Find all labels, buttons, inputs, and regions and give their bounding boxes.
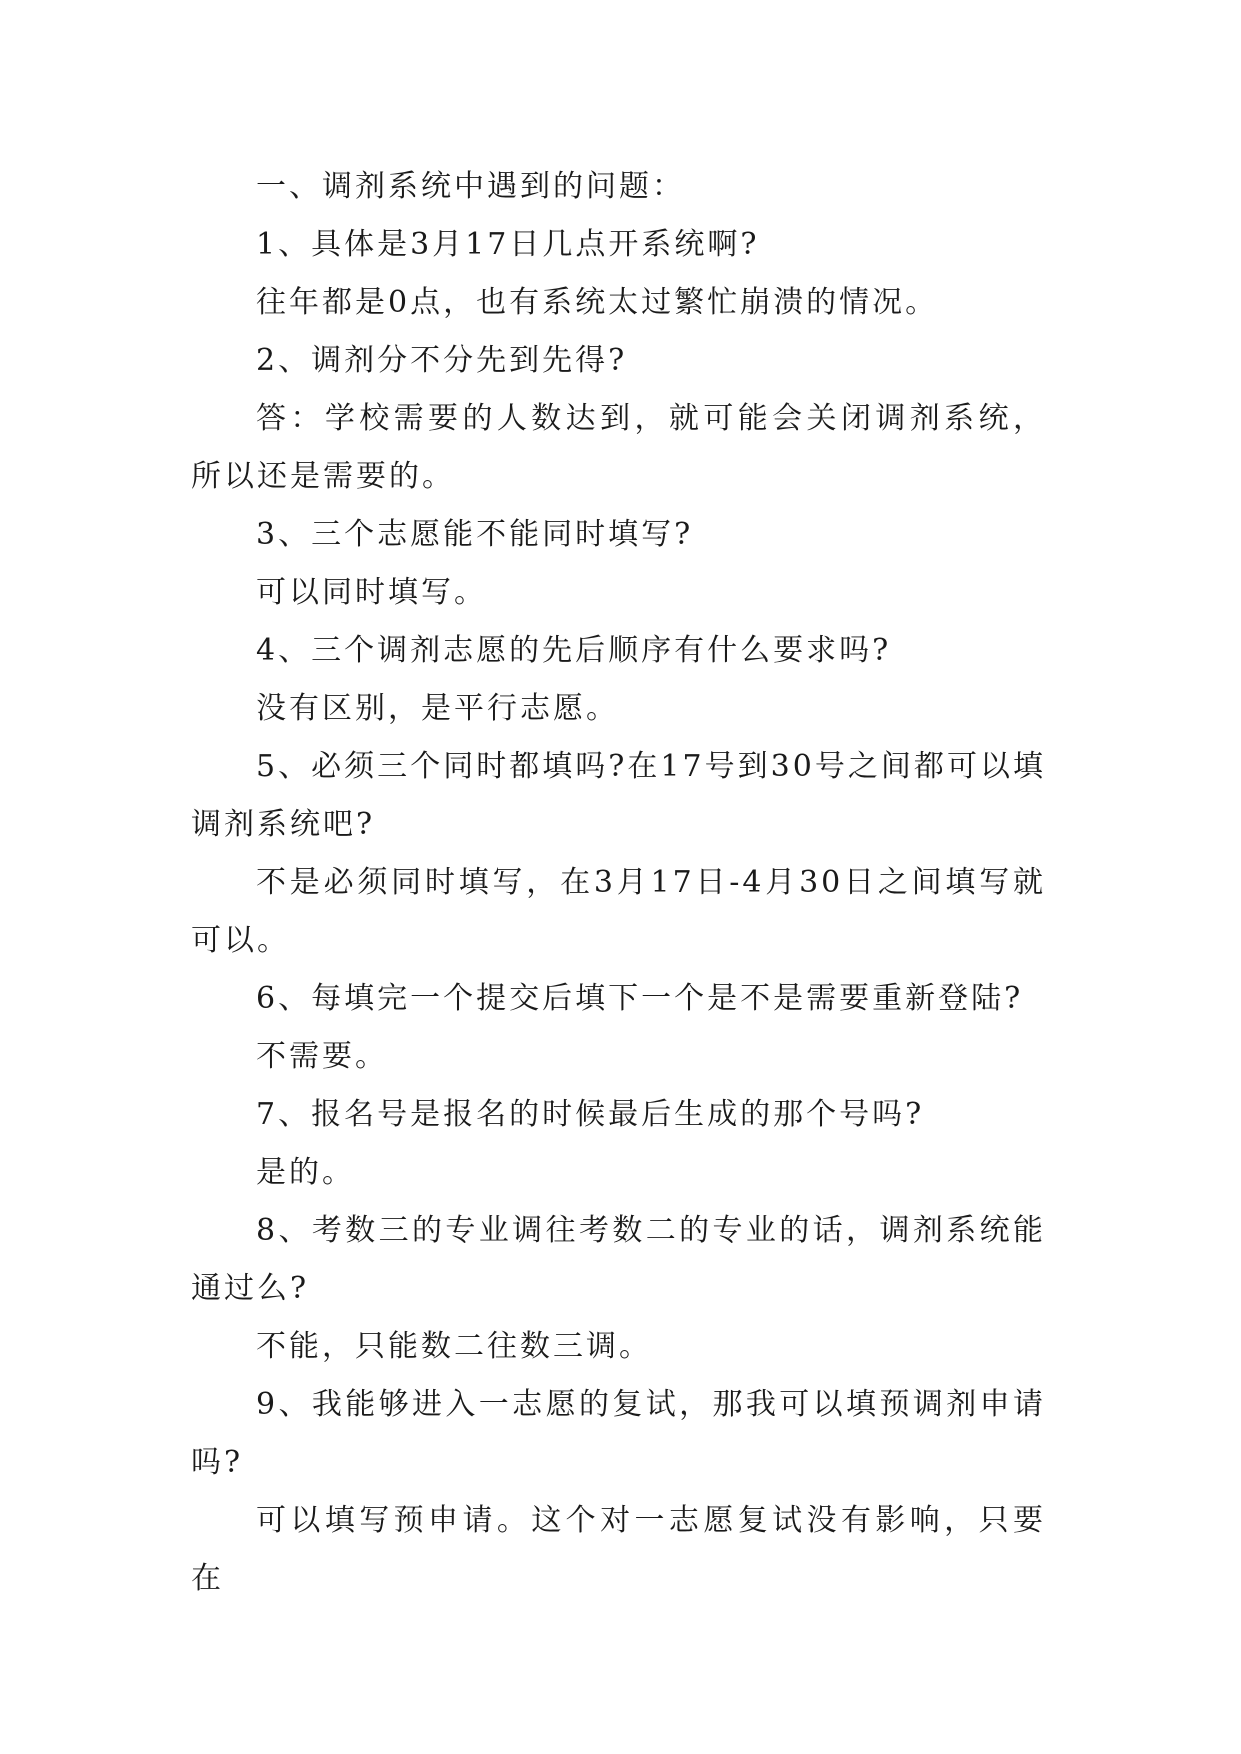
answer-7: 是的。 <box>256 1155 355 1190</box>
question-9: 9、我能够进入一志愿的复试，那我可以填预调剂申请吗? <box>191 1387 1046 1480</box>
answer-8: 不能，只能数二往数三调。 <box>256 1329 652 1364</box>
question-4: 4、三个调剂志愿的先后顺序有什么要求吗? <box>256 633 892 668</box>
answer-4: 没有区别，是平行志愿。 <box>256 691 619 726</box>
question-3: 3、三个志愿能不能同时填写? <box>256 517 694 552</box>
answer-3: 可以同时填写。 <box>256 575 487 610</box>
question-8: 8、考数三的专业调往考数二的专业的话，调剂系统能通过么? <box>191 1213 1046 1306</box>
section-heading: 一、调剂系统中遇到的问题： <box>256 169 685 204</box>
answer-5: 不是必须同时填写，在3月17日-4月30日之间填写就可以。 <box>191 865 1046 958</box>
answer-9: 可以填写预申请。这个对一志愿复试没有影响，只要在 <box>191 1503 1046 1596</box>
question-7: 7、报名号是报名的时候最后生成的那个号吗? <box>256 1097 925 1132</box>
question-6: 6、每填完一个提交后填下一个是不是需要重新登陆? <box>256 981 1024 1016</box>
document-body <box>191 158 1046 1608</box>
question-2: 2、调剂分不分先到先得? <box>256 343 628 378</box>
answer-2: 答：学校需要的人数达到，就可能会关闭调剂系统，所以还是需要的。 <box>191 401 1046 494</box>
question-1: 1、具体是3月17日几点开系统啊? <box>256 227 760 262</box>
answer-6: 不需要。 <box>256 1039 388 1074</box>
answer-1: 往年都是0点，也有系统太过繁忙崩溃的情况。 <box>256 285 939 320</box>
question-5: 5、必须三个同时都填吗?在17号到30号之间都可以填调剂系统吧? <box>191 749 1046 842</box>
